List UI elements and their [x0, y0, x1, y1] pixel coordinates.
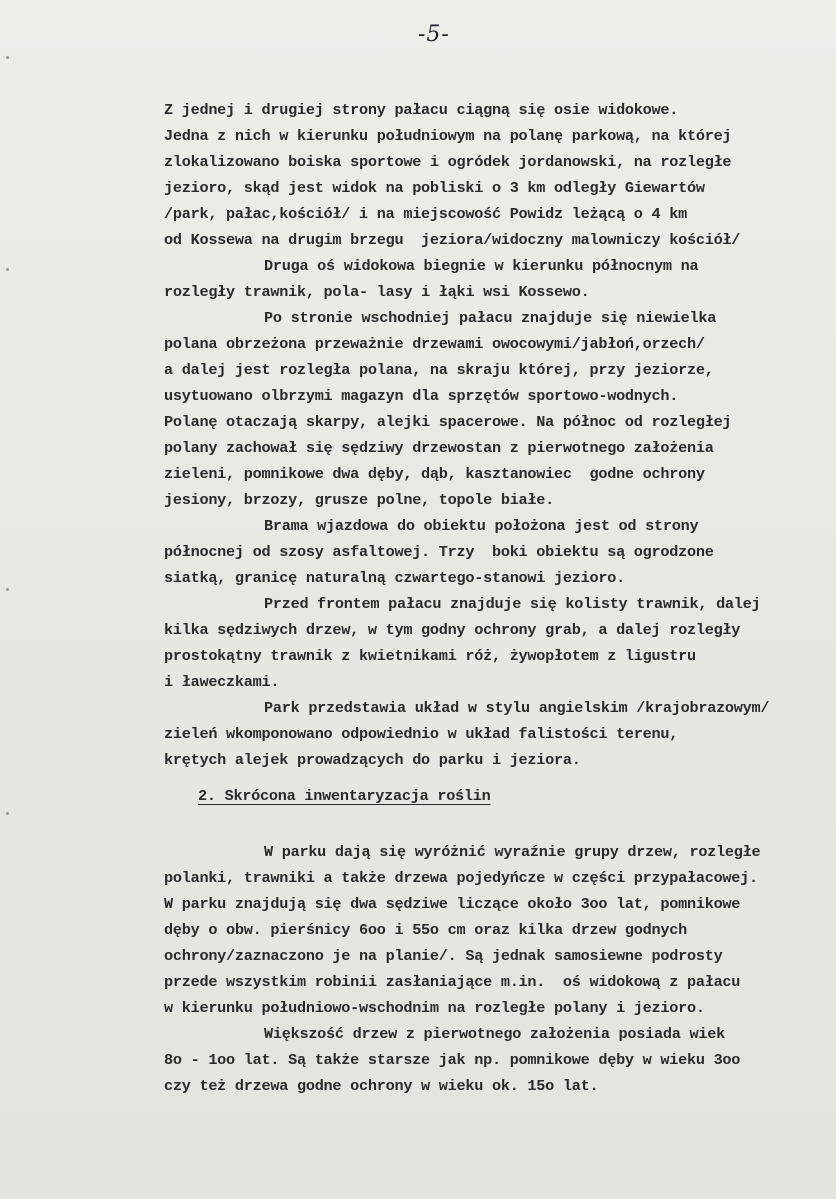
section-heading: 2. Skrócona inwentaryzacja roślin: [198, 787, 491, 805]
text-line: kilka sędziwych drzew, w tym godny ochrony grab, a dalej rozległy: [164, 621, 741, 639]
punch-mark: [6, 56, 9, 59]
text-line: Polanę otaczają skarpy, alejki spacerowe. Na północ od rozległej: [164, 413, 732, 431]
text-line: polany zachował się sędziwy drzewostan z pierwotnego założenia: [164, 439, 714, 457]
text-line: zieleni, pomnikowe dwa dęby, dąb, kasztanowiec godne ochrony: [164, 465, 705, 483]
text-line: Brama wjazdowa do obiektu położona jest od strony: [264, 517, 699, 535]
body-text-block-2: [164, 840, 832, 1100]
text-line: Park przedstawia układ w stylu angielskim /krajobrazowym/: [264, 699, 770, 717]
punch-mark: [6, 588, 9, 591]
text-line: czy też drzewa godne ochrony w wieku ok. 15o lat.: [164, 1077, 599, 1095]
text-line: Jedna z nich w kierunku południowym na polanę parkową, na której: [164, 127, 732, 145]
text-line: rozległy trawnik, pola- lasy i łąki wsi Kossewo.: [164, 283, 590, 301]
punch-mark: [6, 812, 9, 815]
text-line: Większość drzew z pierwotnego założenia posiada wiek: [264, 1025, 725, 1043]
text-line: W parku dają się wyróżnić wyraźnie grupy drzew, rozległe: [264, 843, 761, 861]
text-line: jezioro, skąd jest widok na pobliski o 3 km odległy Giewartów: [164, 179, 705, 197]
body-text-block-1: [164, 97, 832, 773]
text-line: i ławeczkami.: [164, 673, 280, 691]
text-line: usytuowano olbrzymi magazyn dla sprzętów sportowo-wodnych.: [164, 387, 679, 405]
punch-mark: [6, 268, 9, 271]
text-line: północnej od szosy asfaltowej. Trzy boki obiektu są ogrodzone: [164, 543, 714, 561]
text-line: ochrony/zaznaczono je na planie/. Są jednak samosiewne podrosty: [164, 947, 723, 965]
text-line: zlokalizowano boiska sportowe i ogródek jordanowski, na rozległe: [164, 153, 732, 171]
text-line: w kierunku południowo-wschodnim na rozległe polany i jezioro.: [164, 999, 705, 1017]
text-line: Po stronie wschodniej pałacu znajduje się niewielka: [264, 309, 717, 327]
text-line: /park, pałac,kościół/ i na miejscowość Powidz leżącą o 4 km: [164, 205, 687, 223]
text-line: polanki, trawniki a także drzewa pojedyńcze w części przypałacowej.: [164, 869, 758, 887]
page-number: -5-: [418, 22, 450, 47]
text-line: Przed frontem pałacu znajduje się kolisty trawnik, dalej: [264, 595, 761, 613]
text-line: polana obrzeżona przeważnie drzewami owocowymi/jabłoń,orzech/: [164, 335, 705, 353]
text-line: jesiony, brzozy, grusze polne, topole białe.: [164, 491, 555, 509]
text-line: przede wszystkim robinii zasłaniające m.in. oś widokową z pałacu: [164, 973, 741, 991]
text-line: zieleń wkomponowano odpowiednio w układ falistości terenu,: [164, 725, 679, 743]
text-line: Druga oś widokowa biegnie w kierunku północnym na: [264, 257, 699, 275]
text-line: 8o - 1oo lat. Są także starsze jak np. pomnikowe dęby w wieku 3oo: [164, 1051, 741, 1069]
text-line: od Kossewa na drugim brzegu jeziora/widoczny malowniczy kościół/: [164, 231, 741, 249]
text-line: dęby o obw. pierśnicy 6oo i 55o cm oraz kilka drzew godnych: [164, 921, 687, 939]
text-line: Z jednej i drugiej strony pałacu ciągną się osie widokowe.: [164, 101, 679, 119]
text-line: siatką, granicę naturalną czwartego-stanowi jezioro.: [164, 569, 625, 587]
text-line: a dalej jest rozległa polana, na skraju której, przy jeziorze,: [164, 361, 714, 379]
text-line: krętych alejek prowadzących do parku i jeziora.: [164, 751, 581, 769]
text-line: W parku znajdują się dwa sędziwe liczące około 3oo lat, pomnikowe: [164, 895, 741, 913]
text-line: prostokątny trawnik z kwietnikami róż, żywopłotem z ligustru: [164, 647, 696, 665]
